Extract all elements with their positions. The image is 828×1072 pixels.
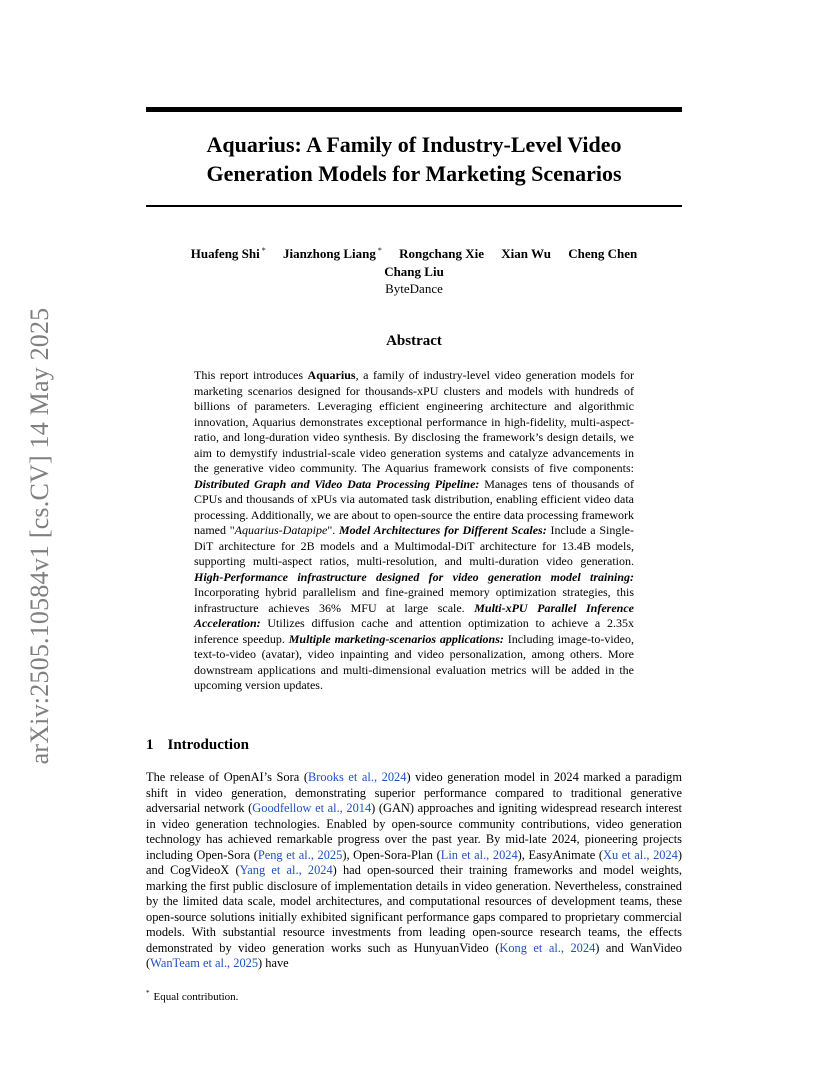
- citation-link[interactable]: Kong et al., 2024: [499, 940, 596, 955]
- author-block: [146, 242, 682, 297]
- author: [568, 246, 637, 261]
- affiliation: ByteDance: [385, 281, 443, 296]
- section-number: 1: [146, 737, 154, 753]
- footnote: [146, 989, 238, 1003]
- arxiv-stamp-text: arXiv:2505.10584v1 [cs.CV] 14 May 2025: [25, 307, 54, 765]
- author-name: Cheng Chen: [568, 246, 638, 261]
- footnote-mark: *: [146, 989, 150, 997]
- author-mark: *: [261, 246, 266, 255]
- abstract-body: This report introduces Aquarius, a family of industry-level video generation models for marketing scenarios designed for thousands-xPU clusters and models with hundreds of billions of parameters. Leveraging efficient engineering architecture and algorithmic innovation, Aquarius demonstrates exceptional performance in high-fidelity, multi-aspect-ratio, and long-duration video synthesis. By disclosing the framework’s design details, we aim to demystify industrial-scale video generation systems and catalyze advancements in the generative video community. The Aquarius framework consists of five components: Distributed Graph and Video Data Processing Pipeline: Manages tens of thousands of CPUs and thousands of xPUs via automated task distribution, enabling efficient video data processing. Additionally, we are about to open-source the entire data processing framework named "Aquarius-Datapipe". Model Architectures for Different Scales: Include a Single-DiT architecture for 2B models and a Multimodal-DiT architecture for 13.4B models, supporting multi-aspect ratios, multi-resolution, and multi-duration video generation. High-Performance infrastructure designed for video generation model training: Incorporating hybrid parallelism and fine-grained memory optimization strategies, this infrastructure achieves 36% MFU at large scale. Multi-xPU Parallel Inference Acceleration: Utilizes diffusion cache and attention optimization to achieve a 2.35x inference speedup. Multiple marketing-scenarios applications: Including image-to-video, text-to-video (avatar), video inpainting and video personalization, among others. More downstream applications and multi-dimensional evaluation metrics will be added in the upcoming version updates.: [194, 368, 635, 692]
- datapipe-name: Aquarius-Datapipe: [234, 523, 328, 537]
- citation-link[interactable]: Goodfellow et al., 2014: [252, 801, 372, 815]
- component-title: Multiple marketing-scenarios applications:: [288, 631, 504, 646]
- title-top-rule: [146, 107, 682, 112]
- component-title: High-Performance infrastructure designed for video generation model training:: [194, 569, 634, 584]
- section-heading: [146, 737, 249, 754]
- title-bottom-rule: [146, 205, 682, 207]
- footnote-text: Equal contribution.: [153, 991, 239, 1003]
- author: [501, 246, 551, 261]
- abstract-heading: Abstract: [386, 333, 442, 349]
- component-title: Multi-xPU Parallel Inference Acceleration:: [194, 600, 634, 630]
- citation-link[interactable]: Yang et al., 2024: [239, 863, 333, 877]
- author-name: Jianzhong Liang: [283, 246, 376, 261]
- title-line-2: Generation Models for Marketing Scenarios: [206, 161, 622, 186]
- citation-link[interactable]: WanTeam et al., 2025: [150, 956, 259, 970]
- section-title: Introduction: [167, 737, 249, 753]
- introduction-body: The release of OpenAI’s Sora (Brooks et al., 2024) video generation model in 2024 marked a paradigm shift in video generation, demonstrating superior performance compared to traditional generative adversarial network (Goodfellow et al., 2014) (GAN) approaches and igniting widespread research interest in video generation technologies. Enabled by open-source community contributions, video generation technology has achieved remarkable progress over the past year. By mid-late 2024, pioneering projects including Open-Sora (Peng et al., 2025), Open-Sora-Plan (Lin et al., 2024), EasyAnimate (Xu et al., 2024) and CogVideoX (Yang et al., 2024) had open-sourced their training frameworks and model weights, marking the first public disclosure of implementation details in video generation. Nevertheless, constrained by the limited data scale, model architectures, and computational resources of development teams, these open-source solutions initially exhibited significant performance gaps compared to proprietary commercial models. With substantial resource investments from leading open-source research teams, the effects demonstrated by video generation works such as HunyuanVideo (Kong et al., 2024) and WanVideo (WanTeam et al., 2025) have: [146, 770, 683, 970]
- citation-link[interactable]: Peng et al., 2025: [257, 847, 343, 862]
- author-name: Huafeng Shi: [190, 246, 260, 261]
- component-title: Distributed Graph and Video Data Processing Pipeline:: [194, 476, 480, 491]
- author-name: Chang Liu: [384, 264, 444, 279]
- author-row-1: [146, 242, 682, 263]
- author: [399, 246, 484, 261]
- model-name: Aquarius: [307, 368, 356, 382]
- author: [191, 246, 266, 261]
- title-line-1: Aquarius: A Family of Industry-Level Video: [206, 132, 622, 157]
- author-mark: *: [377, 246, 382, 255]
- citation-link[interactable]: Xu et al., 2024: [603, 847, 678, 862]
- paper-title: [146, 130, 682, 188]
- author-name: Rongchang Xie: [399, 246, 484, 261]
- author-name: Xian Wu: [501, 246, 551, 261]
- component-title: Model Architectures for Different Scales:: [339, 523, 547, 537]
- author: [384, 264, 444, 279]
- citation-link[interactable]: Brooks et al., 2024: [307, 770, 407, 784]
- author-row-2: [146, 263, 682, 281]
- author: [283, 246, 382, 261]
- citation-link[interactable]: Lin et al., 2024: [440, 847, 518, 862]
